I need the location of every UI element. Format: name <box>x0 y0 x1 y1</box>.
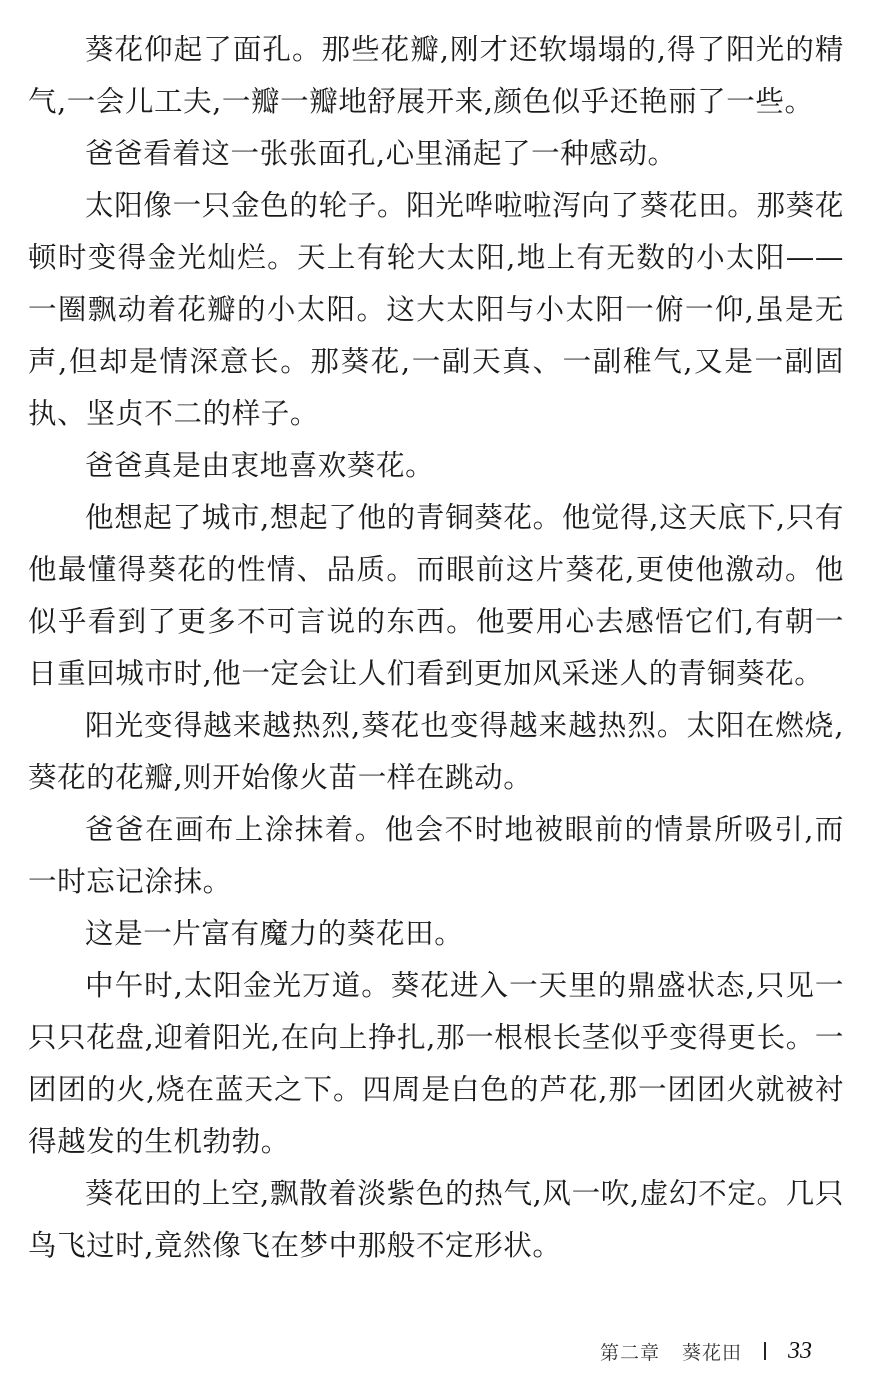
chapter-label: 第二章 <box>600 1341 661 1364</box>
paragraph: 阳光变得越来越热烈,葵花也变得越来越热烈。太阳在燃烧,葵花的花瓣,则开始像火苗一样在跳动。 <box>28 709 844 794</box>
page-number: 33 <box>788 1337 813 1364</box>
paragraph: 他想起了城市,想起了他的青铜葵花。他觉得,这天底下,只有他最懂得葵花的性情、品质。而眼前这片葵花,更使他激动。他似乎看到了更多不可言说的东西。他要用心去感悟它们,有朝一日重回城市时,他一定会让人们看到更加风采迷人的青铜葵花。 <box>28 501 844 690</box>
paragraph: 爸爸看着这一张张面孔,心里涌起了一种感动。 <box>85 137 677 170</box>
chapter-title: 葵花田 <box>682 1341 743 1364</box>
paragraph: 爸爸在画布上涂抹着。他会不时地被眼前的情景所吸引,而一时忘记涂抹。 <box>28 813 844 898</box>
paragraph: 爸爸真是由衷地喜欢葵花。 <box>85 449 435 482</box>
page-body <box>28 24 844 1272</box>
footer-divider <box>764 1342 766 1360</box>
paragraph: 太阳像一只金色的轮子。阳光哗啦啦泻向了葵花田。那葵花顿时变得金光灿烂。天上有轮大太阳,地上有无数的小太阳——一圈飘动着花瓣的小太阳。这大太阳与小太阳一俯一仰,虽是无声,但却是情深意长。那葵花,一副天真、一副稚气,又是一副固执、坚贞不二的样子。 <box>28 189 844 430</box>
paragraph: 葵花田的上空,飘散着淡紫色的热气,风一吹,虚幻不定。几只鸟飞过时,竟然像飞在梦中那般不定形状。 <box>28 1177 844 1262</box>
paragraph: 中午时,太阳金光万道。葵花进入一天里的鼎盛状态,只见一只只花盘,迎着阳光,在向上挣扎,那一根根长茎似乎变得更长。一团团的火,烧在蓝天之下。四周是白色的芦花,那一团团火就被衬得越发的生机勃勃。 <box>28 969 844 1158</box>
paragraph: 葵花仰起了面孔。那些花瓣,刚才还软塌塌的,得了阳光的精气,一会儿工夫,一瓣一瓣地舒展开来,颜色似乎还艳丽了一些。 <box>28 33 844 118</box>
paragraph: 这是一片富有魔力的葵花田。 <box>85 917 464 950</box>
page-footer <box>600 1334 812 1368</box>
